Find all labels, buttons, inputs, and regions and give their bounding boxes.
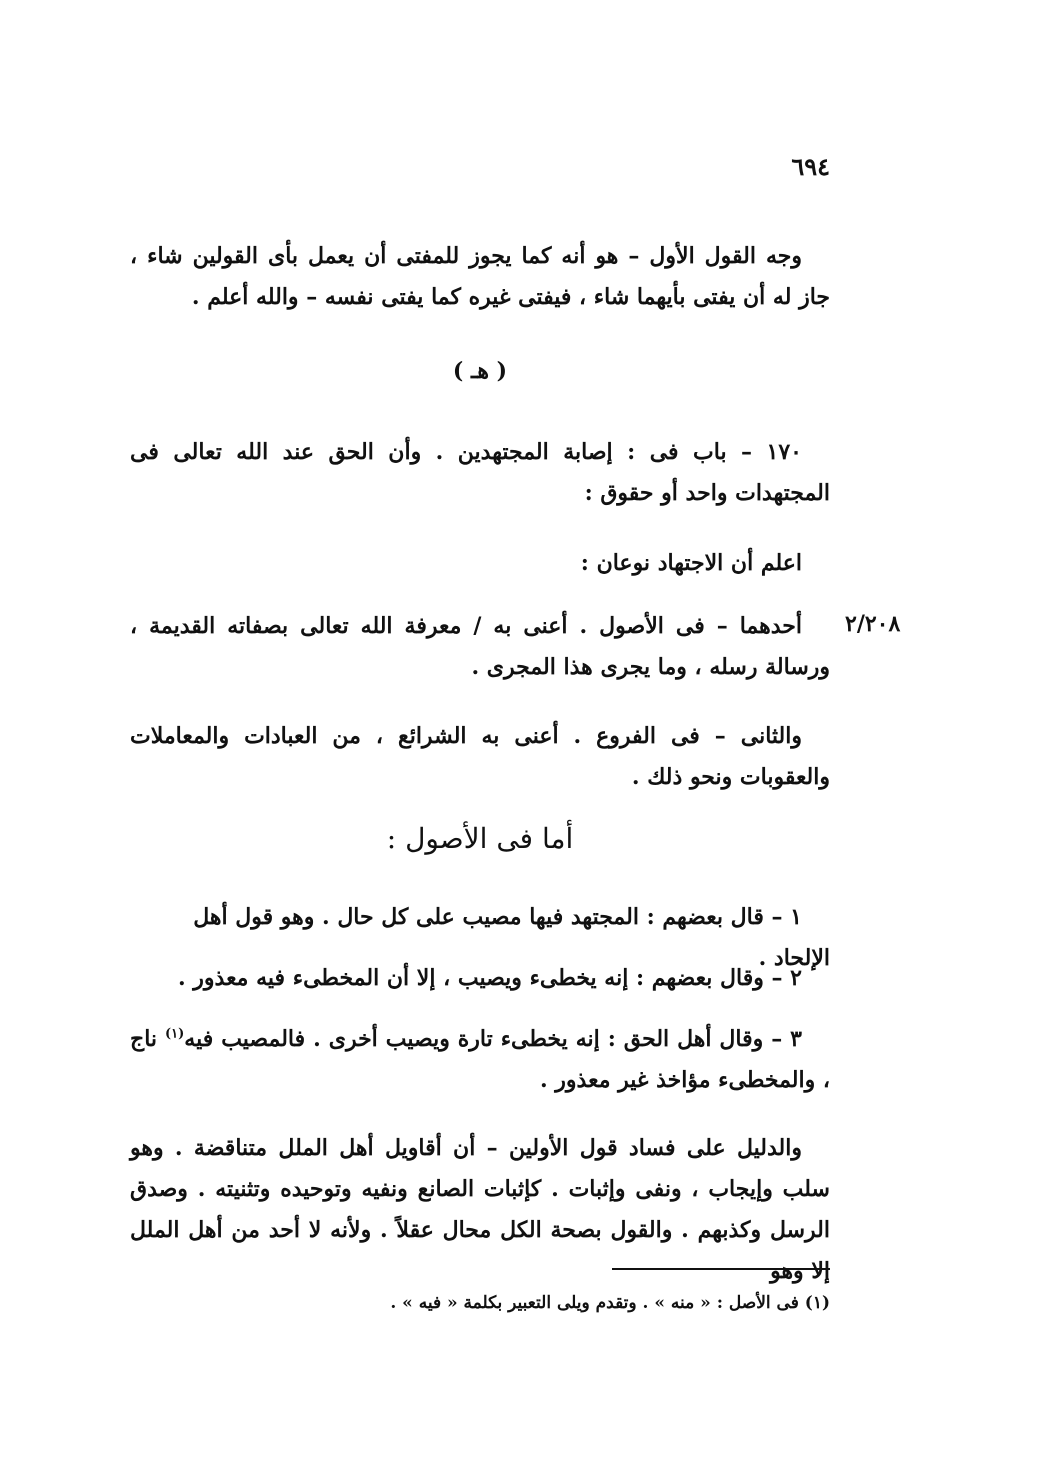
list-item-3: [130, 1019, 830, 1101]
list-item-1: ١ – قال بعضهم : المجتهد فيها مصيب على كل حال . وهو قول أهل الإلحاد .: [193, 904, 830, 971]
section-subheading: أما فى الأصول :: [386, 822, 574, 855]
list-item-2: ٢ – وقال بعضهم : إنه يخطىء ويصيب ، إلا أن المخطىء فيه معذور .: [177, 965, 802, 991]
footnote-marker: (١): [164, 1026, 185, 1042]
opening-paragraph: وجه القول الأول – هو أنه كما يجوز للمفتى أن يعمل بأى القولين شاء ، جاز له أن يفتى بأيهما شاء ، فيفتى غيره كما يفتى نفسه – والله أعلم .: [130, 243, 830, 310]
first-kind-paragraph: أحدهما – فى الأصول . أعنى به / معرفة الله تعالى بصفاته القديمة ، ورسالة رسله ، وما يجرى هذا المجرى .: [130, 613, 830, 680]
footnote-divider: [612, 1268, 830, 1270]
list-item-3-text-a: ٣ – وقال أهل الحق : إنه يخطىء تارة ويصيب أخرى . فالمصيب فيه: [184, 1026, 802, 1052]
section-marker: ( هـ ): [452, 358, 508, 384]
second-kind-paragraph: والثانى – فى الفروع . أعنى به الشرائع ، من العبادات والمعاملات والعقوبات ونحو ذلك .: [130, 723, 830, 790]
footnote: (١) فى الأصل : « منه » . وتقدم ويلى التعبير بكلمة « فيه » .: [390, 1293, 830, 1313]
intro-line: اعلم أن الاجتهاد نوعان :: [580, 550, 802, 576]
list-item-3-text-b: ناج ، والمخطىء مؤاخذ غير معذور .: [130, 1026, 830, 1093]
chapter-heading: ١٧٠ – باب فى : إصابة المجتهدين . وأن الحق عند الله تعالى فى المجتهدات واحد أو حقوق :: [130, 439, 830, 506]
margin-page-reference: ٢/٢٠٨: [845, 611, 901, 637]
evidence-paragraph: والدليل على فساد قول الأولين – أن أقاويل أهل الملل متناقضة . وهو سلب وإيجاب ، ونفى وإثبات . كإثبات الصانع ونفيه وتوحيده وتثنيته . وصدق الرسل وكذبهم . والقول بصحة الكل محال عقلاً . ولأنه لا أحد من أهل الملل إلا وهو: [130, 1135, 830, 1284]
page-number: ٦٩٤: [791, 152, 830, 181]
